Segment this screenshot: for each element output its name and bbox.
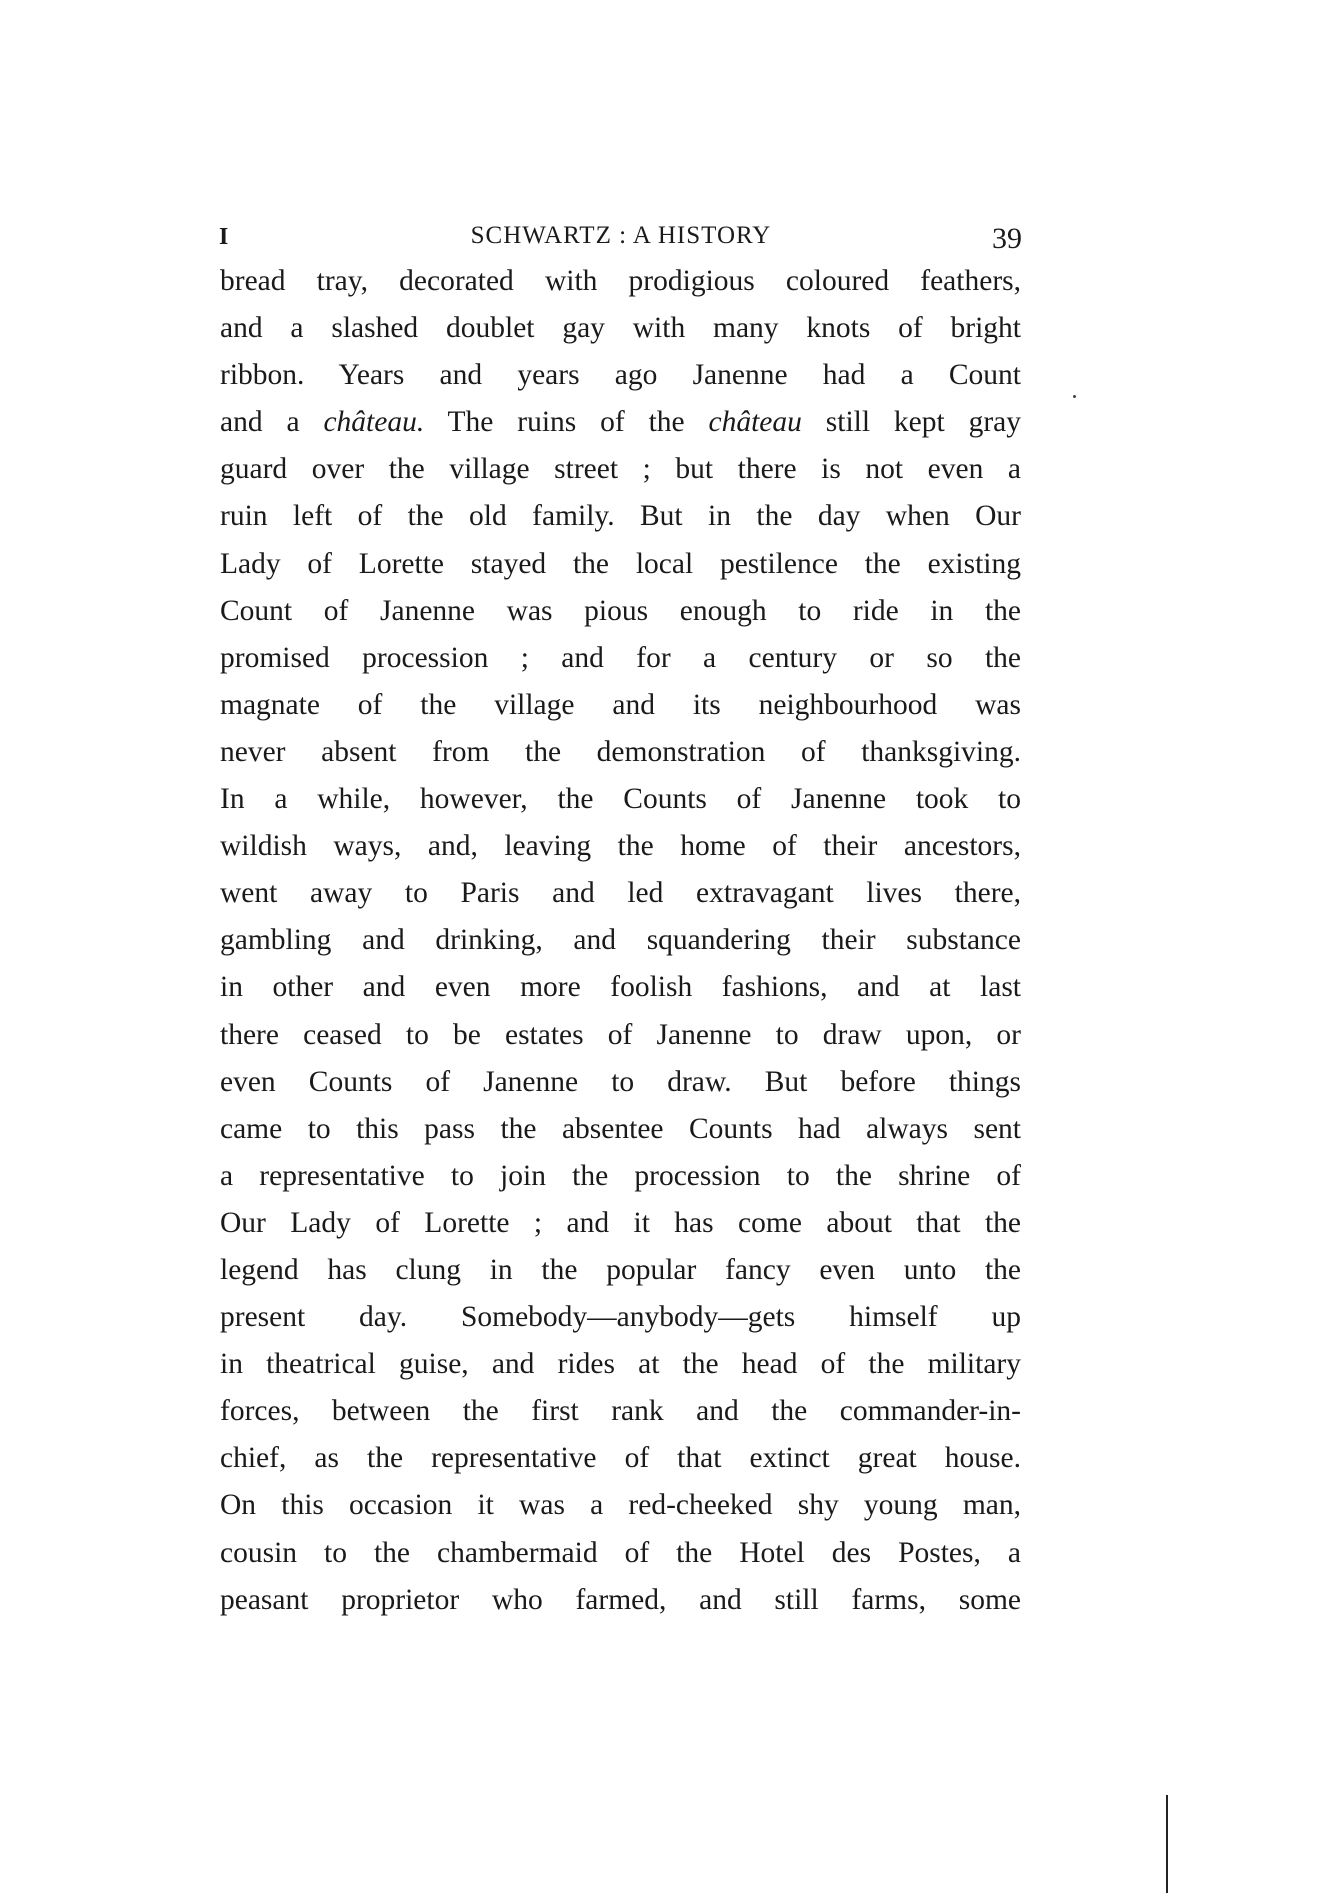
text-run: legend has clung in the popular fancy even unto the	[220, 1253, 1021, 1286]
text-line	[220, 1435, 1021, 1482]
text-run: ruin left of the old family. But in the day when Our	[220, 500, 1021, 533]
text-line	[220, 1482, 1021, 1529]
text-run: never absent from the demonstration of thanksgiving.	[220, 735, 1021, 768]
text-run: cousin to the chambermaid of the Hotel des Postes, a	[220, 1536, 1021, 1569]
text-run: still kept gray	[801, 406, 1021, 439]
text-run: guard over the village street ; but there is not even a	[220, 453, 1021, 486]
signature-mark: I	[219, 224, 229, 250]
text-line	[220, 258, 1021, 305]
text-line	[220, 1200, 1021, 1247]
text-run: came to this pass the absentee Counts had always sent	[220, 1112, 1021, 1145]
text-run: even Counts of Janenne to draw. But before things	[220, 1065, 1021, 1098]
text-run: wildish ways, and, leaving the home of their ancestors,	[220, 830, 1021, 863]
text-line	[220, 305, 1021, 352]
text-run: gambling and drinking, and squandering their substance	[220, 924, 1021, 957]
text-run: and a	[220, 406, 324, 439]
text-line	[220, 1106, 1021, 1153]
text-line	[220, 541, 1021, 588]
text-line	[220, 823, 1021, 870]
text-run: Lady of Lorette stayed the local pestilence the existing	[220, 547, 1021, 580]
text-line	[220, 729, 1021, 776]
text-run: and a slashed doublet gay with many knots of bright	[220, 312, 1021, 345]
running-title: SCHWARTZ : A HISTORY	[470, 222, 772, 249]
text-line	[220, 399, 1021, 446]
text-line	[220, 1059, 1021, 1106]
margin-rule	[1166, 1795, 1168, 1893]
italic-word: château.	[323, 406, 425, 439]
text-line	[220, 1530, 1021, 1577]
text-run: magnate of the village and its neighbourhood was	[220, 688, 1021, 721]
italic-word: château	[708, 406, 802, 439]
text-run: On this occasion it was a red-cheeked shy young man,	[220, 1489, 1021, 1522]
page-header	[217, 222, 1025, 262]
text-line	[220, 446, 1021, 493]
text-run: present day. Somebody—anybody—gets himself up	[220, 1301, 1021, 1334]
text-line	[220, 917, 1021, 964]
text-run: In a while, however, the Counts of Janenne took to	[220, 783, 1021, 816]
text-run: peasant proprietor who farmed, and still farms, some	[220, 1583, 1021, 1616]
text-line	[220, 870, 1021, 917]
text-run: promised procession ; and for a century or so the	[220, 641, 1021, 674]
text-run: in other and even more foolish fashions, and at last	[220, 971, 1021, 1004]
text-line	[220, 1388, 1021, 1435]
text-run: went away to Paris and led extravagant lives there,	[220, 877, 1021, 910]
text-line	[220, 1294, 1021, 1341]
text-run: there ceased to be estates of Janenne to draw upon, or	[220, 1018, 1021, 1051]
text-run: a representative to join the procession to the shrine of	[220, 1159, 1021, 1192]
text-line	[220, 964, 1021, 1011]
text-line	[220, 1012, 1021, 1059]
text-line	[220, 1247, 1021, 1294]
text-run: ribbon. Years and years ago Janenne had a Count	[220, 359, 1021, 392]
scan-speck	[1073, 395, 1076, 398]
text-run: Our Lady of Lorette ; and it has come about that the	[220, 1206, 1021, 1239]
text-line	[220, 682, 1021, 729]
text-line	[220, 776, 1021, 823]
text-line	[220, 1577, 1021, 1624]
text-line	[220, 588, 1021, 635]
text-line	[220, 1153, 1021, 1200]
text-line	[220, 1341, 1021, 1388]
text-run: bread tray, decorated with prodigious coloured feathers,	[220, 265, 1021, 297]
text-run: Count of Janenne was pious enough to ride in the	[220, 594, 1021, 627]
text-line	[220, 635, 1021, 682]
text-run: in theatrical guise, and rides at the head of the military	[220, 1348, 1021, 1381]
page-number: 39	[992, 222, 1022, 255]
text-line	[220, 352, 1021, 399]
body-text	[220, 258, 1021, 1624]
text-line	[220, 493, 1021, 540]
text-run: forces, between the first rank and the commander-in-	[220, 1395, 1021, 1428]
text-run: chief, as the representative of that extinct great house.	[220, 1442, 1021, 1475]
text-run: The ruins of the	[424, 406, 709, 439]
